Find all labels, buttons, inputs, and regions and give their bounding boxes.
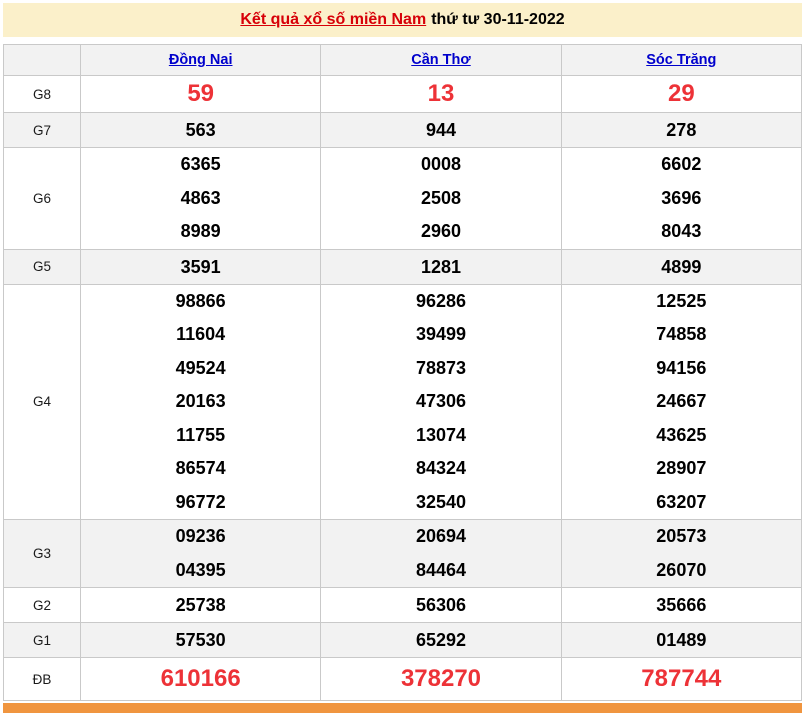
result-cell (561, 623, 801, 658)
bottom-orange-bar (3, 703, 802, 713)
result-value: 6365 (180, 154, 221, 174)
result-value: 26070 (656, 559, 707, 580)
result-value: 25738 (175, 595, 226, 615)
result-value: 47306 (415, 391, 467, 411)
result-value: 24667 (656, 391, 707, 411)
column-header-dong-nai (81, 45, 321, 76)
prize-row-g3 (4, 520, 802, 588)
prize-row-g1 (4, 623, 802, 658)
result-value: 28907 (656, 458, 707, 478)
result-value: 49524 (175, 357, 226, 378)
result-value: 78873 (415, 357, 467, 378)
result-value: 59 (187, 80, 215, 107)
result-value: 12525 (656, 290, 707, 311)
result-value: 86574 (175, 458, 226, 478)
result-value: 96286 (415, 290, 467, 311)
result-cell (321, 249, 561, 284)
lottery-results-table (3, 44, 802, 701)
result-cell (321, 588, 561, 623)
result-value: 84464 (415, 559, 467, 580)
prize-row-g7 (4, 113, 802, 148)
result-cell (81, 623, 321, 658)
prize-label: G3 (4, 520, 81, 588)
result-cell (321, 113, 561, 148)
result-value: 944 (425, 120, 457, 140)
result-value: 3591 (180, 256, 221, 277)
result-cell (561, 76, 801, 113)
result-cell (81, 249, 321, 284)
prize-row-g4 (4, 284, 802, 520)
result-cell (81, 76, 321, 113)
column-header-row (4, 45, 802, 76)
result-value: 11755 (176, 424, 226, 445)
result-value: 74858 (656, 324, 707, 344)
result-value: 378270 (400, 665, 482, 692)
result-value: 98866 (175, 290, 226, 311)
result-value: 04395 (175, 559, 226, 580)
prize-row-g5 (4, 249, 802, 284)
province-link-soc-trang[interactable]: Sóc Trăng (646, 52, 717, 68)
result-cell (561, 658, 801, 701)
result-value: 29 (667, 80, 695, 107)
result-cell (81, 588, 321, 623)
result-cell (81, 284, 321, 520)
prize-label: G1 (4, 623, 81, 658)
result-cell (81, 148, 321, 250)
result-value: 2508 (420, 187, 462, 208)
result-cell (321, 76, 561, 113)
prize-label: G7 (4, 113, 81, 148)
result-value: 4863 (180, 187, 221, 208)
result-value: 1281 (420, 256, 462, 277)
result-value: 8043 (661, 221, 702, 241)
result-cell (321, 623, 561, 658)
result-cell (321, 148, 561, 250)
result-value: 01489 (656, 630, 707, 650)
prize-label: G8 (4, 76, 81, 113)
result-cell (81, 113, 321, 148)
prize-label: G6 (4, 148, 81, 250)
result-value: 43625 (656, 424, 707, 445)
title-link[interactable]: Kết quả xổ số miền Nam (240, 11, 427, 28)
result-value: 4899 (661, 256, 702, 277)
result-value: 278 (666, 120, 697, 140)
result-cell (561, 249, 801, 284)
result-cell (561, 520, 801, 588)
result-value: 20163 (175, 391, 226, 411)
prize-row-đb (4, 658, 802, 701)
prize-row-g2 (4, 588, 802, 623)
result-value: 0008 (420, 154, 462, 174)
prize-label: G2 (4, 588, 81, 623)
result-value: 65292 (415, 630, 467, 650)
prize-label: G4 (4, 284, 81, 520)
result-value: 57530 (175, 630, 226, 650)
result-value: 35666 (656, 595, 707, 615)
result-value: 09236 (175, 526, 226, 546)
result-cell (81, 520, 321, 588)
result-value: 13 (427, 80, 455, 107)
result-value: 94156 (656, 357, 707, 378)
province-link-dong-nai[interactable]: Đồng Nai (168, 52, 233, 68)
result-value: 787744 (641, 665, 722, 692)
result-cell (561, 113, 801, 148)
result-cell (561, 284, 801, 520)
result-value: 84324 (415, 458, 467, 478)
result-value: 39499 (415, 324, 467, 344)
column-header-can-tho (321, 45, 561, 76)
results-body (4, 76, 802, 701)
prize-row-g6 (4, 148, 802, 250)
result-cell (321, 520, 561, 588)
title-band (3, 3, 802, 37)
result-value: 610166 (160, 665, 241, 692)
result-cell (561, 148, 801, 250)
result-value: 6602 (661, 154, 702, 174)
result-cell (561, 588, 801, 623)
prize-label: ĐB (4, 658, 81, 701)
result-cell (321, 658, 561, 701)
prize-row-g8 (4, 76, 802, 113)
result-value: 8989 (180, 221, 221, 241)
result-cell (81, 658, 321, 701)
result-value: 56306 (415, 595, 467, 615)
result-value: 13074 (415, 424, 467, 445)
result-value: 3696 (661, 187, 702, 208)
result-value: 20573 (656, 526, 707, 546)
result-value: 20694 (415, 526, 467, 546)
corner-cell (4, 45, 81, 76)
title-date-text: thứ tư 30-11-2022 (431, 11, 565, 28)
result-value: 2960 (420, 221, 462, 241)
column-header-soc-trang (561, 45, 801, 76)
result-value: 32540 (415, 491, 467, 512)
province-link-can-tho[interactable]: Cần Thơ (411, 52, 471, 68)
result-value: 563 (185, 120, 216, 140)
result-value: 96772 (175, 491, 226, 512)
prize-label: G5 (4, 249, 81, 284)
result-cell (321, 284, 561, 520)
result-value: 11604 (176, 324, 226, 344)
result-value: 63207 (656, 491, 707, 512)
